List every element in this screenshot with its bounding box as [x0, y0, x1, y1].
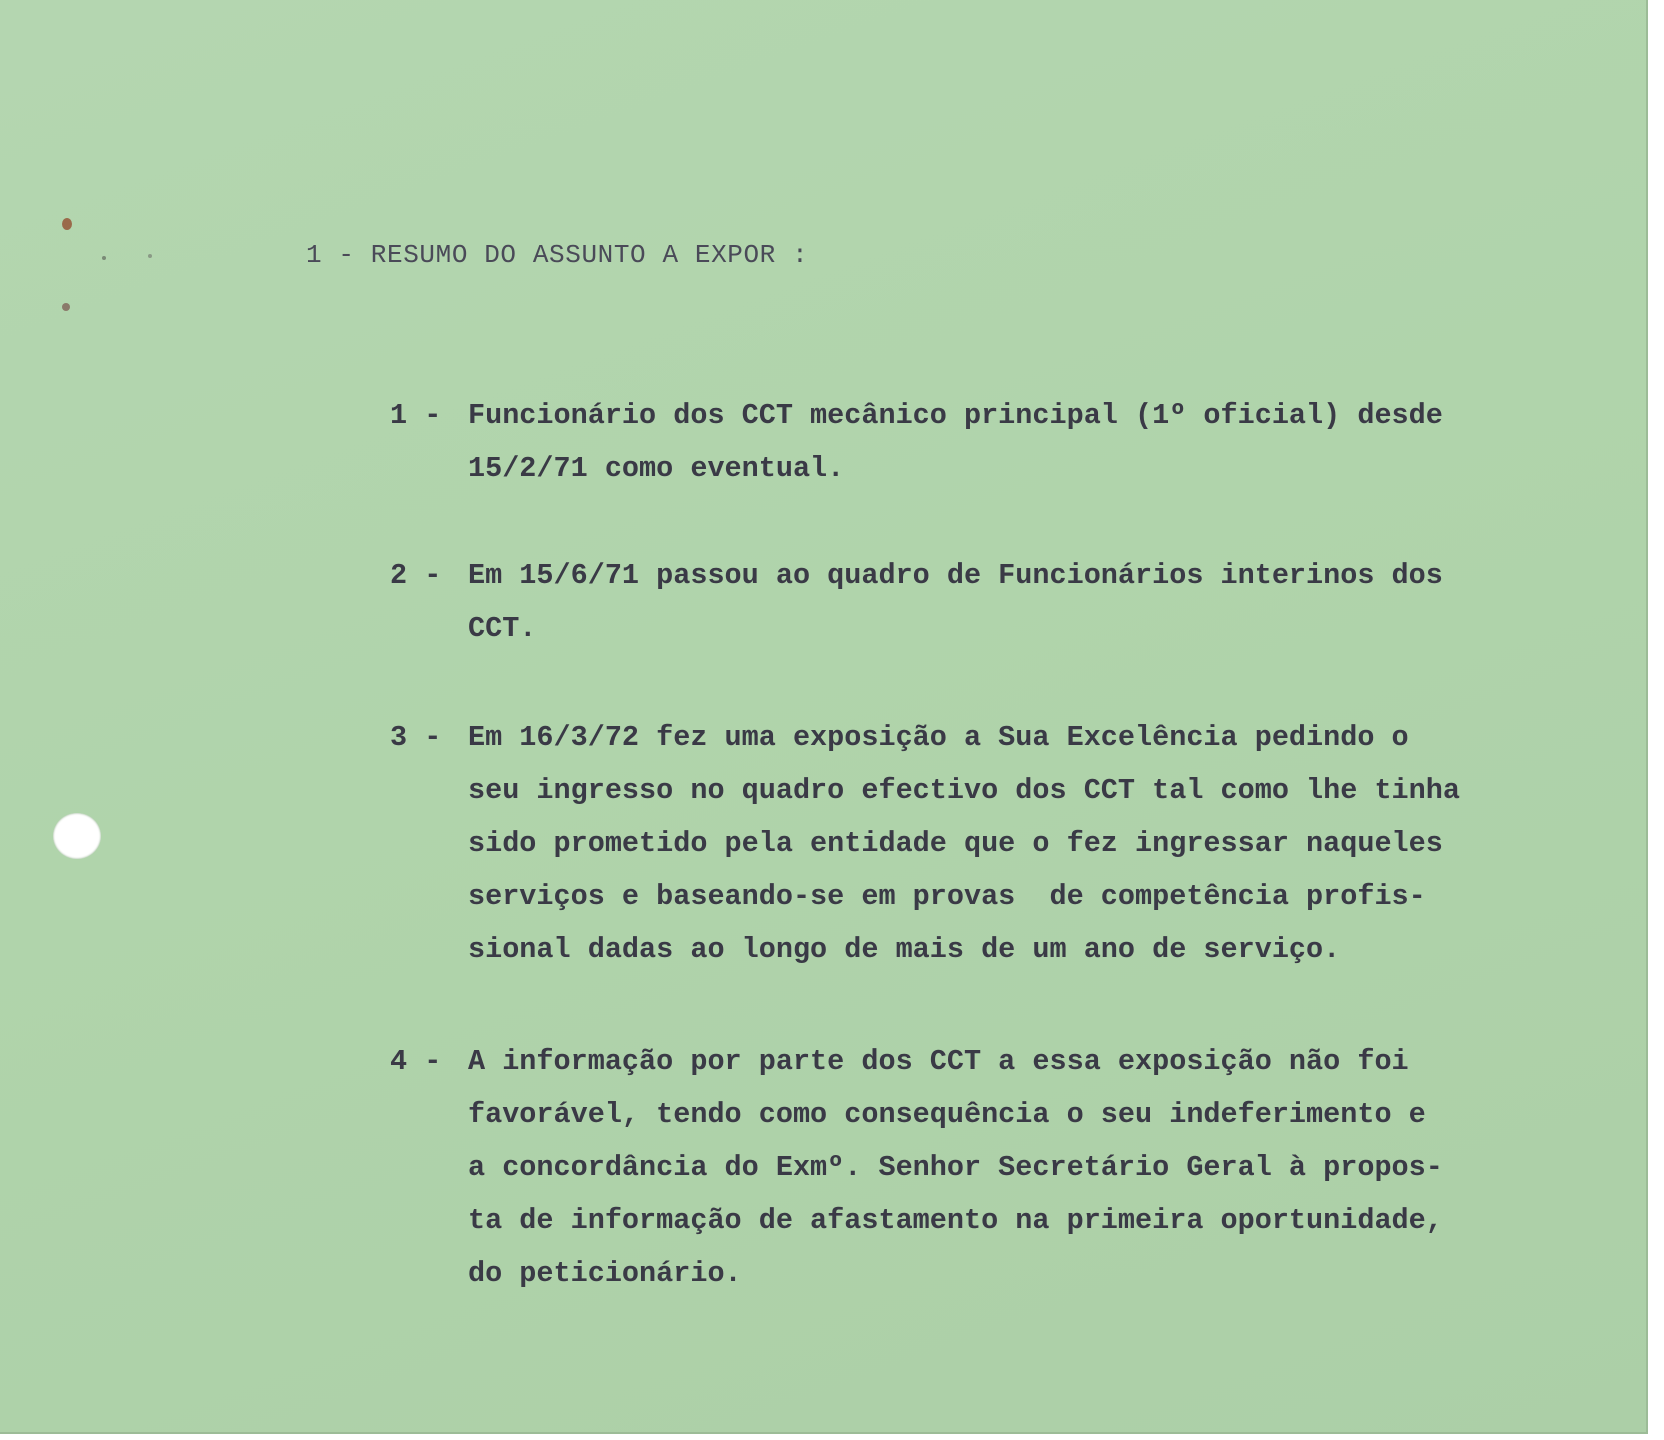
item-line: Em 15/6/71 passou ao quadro de Funcionários interinos dos	[468, 559, 1443, 592]
item-line: sido prometido pela entidade que o fez ingressar naqueles	[468, 827, 1443, 860]
section-heading: 1 - RESUMO DO ASSUNTO A EXPOR :	[306, 240, 809, 270]
speck-mark	[148, 254, 152, 258]
staple-mark	[62, 303, 70, 311]
item-line: sional dadas ao longo de mais de um ano de serviço.	[468, 933, 1341, 966]
item-line: CCT.	[468, 612, 537, 645]
item-line: do peticionário.	[468, 1257, 742, 1290]
item-number: 2 -	[390, 559, 442, 592]
list-item	[390, 389, 1630, 495]
item-line: a concordância do Exmº. Senhor Secretário Geral à propos-	[468, 1151, 1443, 1184]
item-number: 1 -	[390, 399, 442, 432]
item-line: ta de informação de afastamento na primeira oportunidade,	[468, 1204, 1443, 1237]
item-line: 15/2/71 como eventual.	[468, 452, 845, 485]
punch-hole	[53, 813, 101, 859]
item-number: 4 -	[390, 1045, 442, 1078]
list-item	[390, 1035, 1630, 1300]
item-line: Em 16/3/72 fez uma exposição a Sua Excelência pedindo o	[468, 721, 1409, 754]
item-line: seu ingresso no quadro efectivo dos CCT tal como lhe tinha	[468, 774, 1460, 807]
item-line: favorável, tendo como consequência o seu indeferimento e	[468, 1098, 1426, 1131]
staple-mark	[62, 218, 72, 230]
speck-mark	[102, 256, 106, 260]
list-item	[390, 711, 1630, 976]
list-item	[390, 549, 1630, 655]
item-line: Funcionário dos CCT mecânico principal (1º oficial) desde	[468, 399, 1443, 432]
item-line: serviços e baseando-se em provas de competência profis-	[468, 880, 1426, 913]
item-number: 3 -	[390, 721, 442, 754]
item-line: A informação por parte dos CCT a essa exposição não foi	[468, 1045, 1409, 1078]
